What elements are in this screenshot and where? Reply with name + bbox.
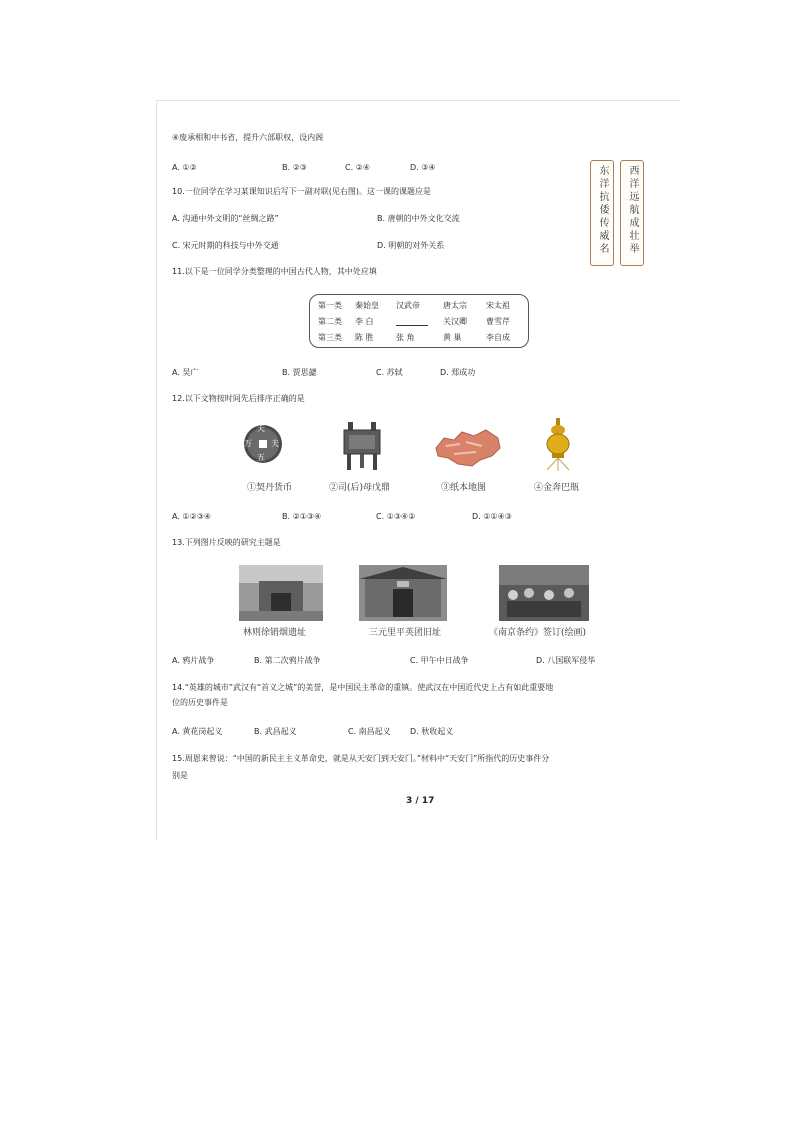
q11-blank <box>396 317 428 327</box>
q11-row3-c0: 第三类 <box>318 333 342 342</box>
q11-row2-c3: 关汉卿 <box>443 317 467 326</box>
q11-option-b: B. 贾思勰 <box>282 368 317 377</box>
q11-option-a: A. 吴广 <box>172 368 199 377</box>
q11-row3-c1: 陈 胜 <box>355 333 374 342</box>
q11-row2-c4: 曹雪芹 <box>486 317 510 326</box>
sanyuanli-site-photo <box>359 565 447 621</box>
q13-caption-2: 三元里平英团旧址 <box>369 628 442 638</box>
q14-option-c: C. 南昌起义 <box>348 727 391 736</box>
paper-map-image <box>432 426 504 470</box>
q12-option-b: B. ②①③④ <box>282 512 322 521</box>
q11-row3-c2: 张 角 <box>396 333 415 342</box>
q14-option-a: A. 黄花岗起义 <box>172 727 223 736</box>
coin-char-right: 夫 <box>271 439 279 448</box>
q10-option-a: A. 沟通中外文明的“丝绸之路” <box>172 214 279 223</box>
q15-stem-line1: 15.周恩来曾说：“中国的新民主主义革命史，就是从天安门到天安门。”材料中“天安门”所指代的历史事件分 <box>172 754 550 763</box>
q13-option-d: D. 八国联军侵华 <box>536 656 596 665</box>
q12-option-d: D. ②①④③ <box>472 512 512 521</box>
couplet-right-text: 西洋远航成壮举 <box>627 165 638 256</box>
q12-caption-4: ④金奔巴瓶 <box>534 483 580 493</box>
q9-option-b: B. ②③ <box>282 163 307 172</box>
q9-stem-tail: ④废承相和中书省，提升六部职权，设内阁 <box>172 133 324 142</box>
q11-row1-c1: 秦始皇 <box>355 301 379 310</box>
q9-option-a: A. ①② <box>172 163 197 172</box>
golden-bumpa-vase-image <box>541 416 575 472</box>
q12-caption-3: ③纸本地图 <box>441 483 487 493</box>
q11-row1-c3: 唐太宗 <box>443 301 467 310</box>
q11-row3-c3: 黄 巢 <box>443 333 462 342</box>
coin-char-top: 天 <box>257 424 265 433</box>
q13-caption-1: 林则徐销烟遗址 <box>243 628 307 638</box>
couplet-left-text: 东洋抗倭传威名 <box>597 165 608 256</box>
q11-option-d: D. 郑成功 <box>440 368 476 377</box>
q9-option-c: C. ②④ <box>345 163 371 172</box>
couplet-right-scroll <box>620 160 644 266</box>
q11-stem: 11.以下是一位同学分类整理的中国古代人物，其中处应填 <box>172 267 377 276</box>
q10-option-d: D. 明朝的对外关系 <box>377 241 445 250</box>
q11-row2-c1: 李 白 <box>355 317 374 326</box>
q10-option-b: B. 唐朝的中外文化交流 <box>377 214 460 223</box>
q14-stem-line1: 14.“英雄的城市”武汉有“首义之城”的美誉，是中国民主革命的重镇。使武汉在中国近代史上占有如此重要地 <box>172 683 554 692</box>
nanjing-treaty-painting <box>499 565 589 621</box>
q10-option-c: C. 宋元时期的科技与中外交通 <box>172 241 279 250</box>
q9-option-d: D. ③④ <box>410 163 436 172</box>
q11-row3-c4: 李自成 <box>486 333 510 342</box>
bronze-ding-image <box>340 420 384 472</box>
page-number: 3 / 17 <box>406 796 435 806</box>
q12-option-a: A. ①②③④ <box>172 512 212 521</box>
q13-option-c: C. 甲午中日战争 <box>410 656 469 665</box>
q13-stem: 13.下列图片反映的研究主题是 <box>172 538 281 547</box>
q12-caption-1: ①契丹货币 <box>247 483 293 493</box>
q11-row2-c0: 第二类 <box>318 317 342 326</box>
q11-row1-c2: 汉武帝 <box>396 301 420 310</box>
q11-option-c: C. 苏轼 <box>376 368 403 377</box>
q13-option-a: A. 鸦片战争 <box>172 656 215 665</box>
q14-option-d: D. 秋收起义 <box>410 727 454 736</box>
q11-row1-c4: 宋太祖 <box>486 301 510 310</box>
q12-caption-2: ②司(后)母戊鼎 <box>329 483 391 493</box>
q12-stem: 12.以下文物按时间先后排序正确的是 <box>172 394 305 403</box>
couplet-left-scroll <box>590 160 614 266</box>
coin-char-bottom: 五 <box>257 453 265 462</box>
q10-stem: 10.一位同学在学习某课知识后写下一副对联(见右图)。这一课的课题应是 <box>172 187 431 196</box>
humen-opium-site-photo <box>239 565 323 621</box>
q14-stem-line2: 位的历史事件是 <box>172 698 228 707</box>
q13-caption-3: 《南京条约》签订(绘画) <box>489 628 587 638</box>
q14-option-b: B. 武昌起义 <box>254 727 297 736</box>
q11-row1-c0: 第一类 <box>318 301 342 310</box>
q13-option-b: B. 第二次鸦片战争 <box>254 656 321 665</box>
q12-option-c: C. ①③④② <box>376 512 416 521</box>
q15-stem-line2: 别是 <box>172 771 188 780</box>
coin-char-left: 万 <box>244 439 252 448</box>
